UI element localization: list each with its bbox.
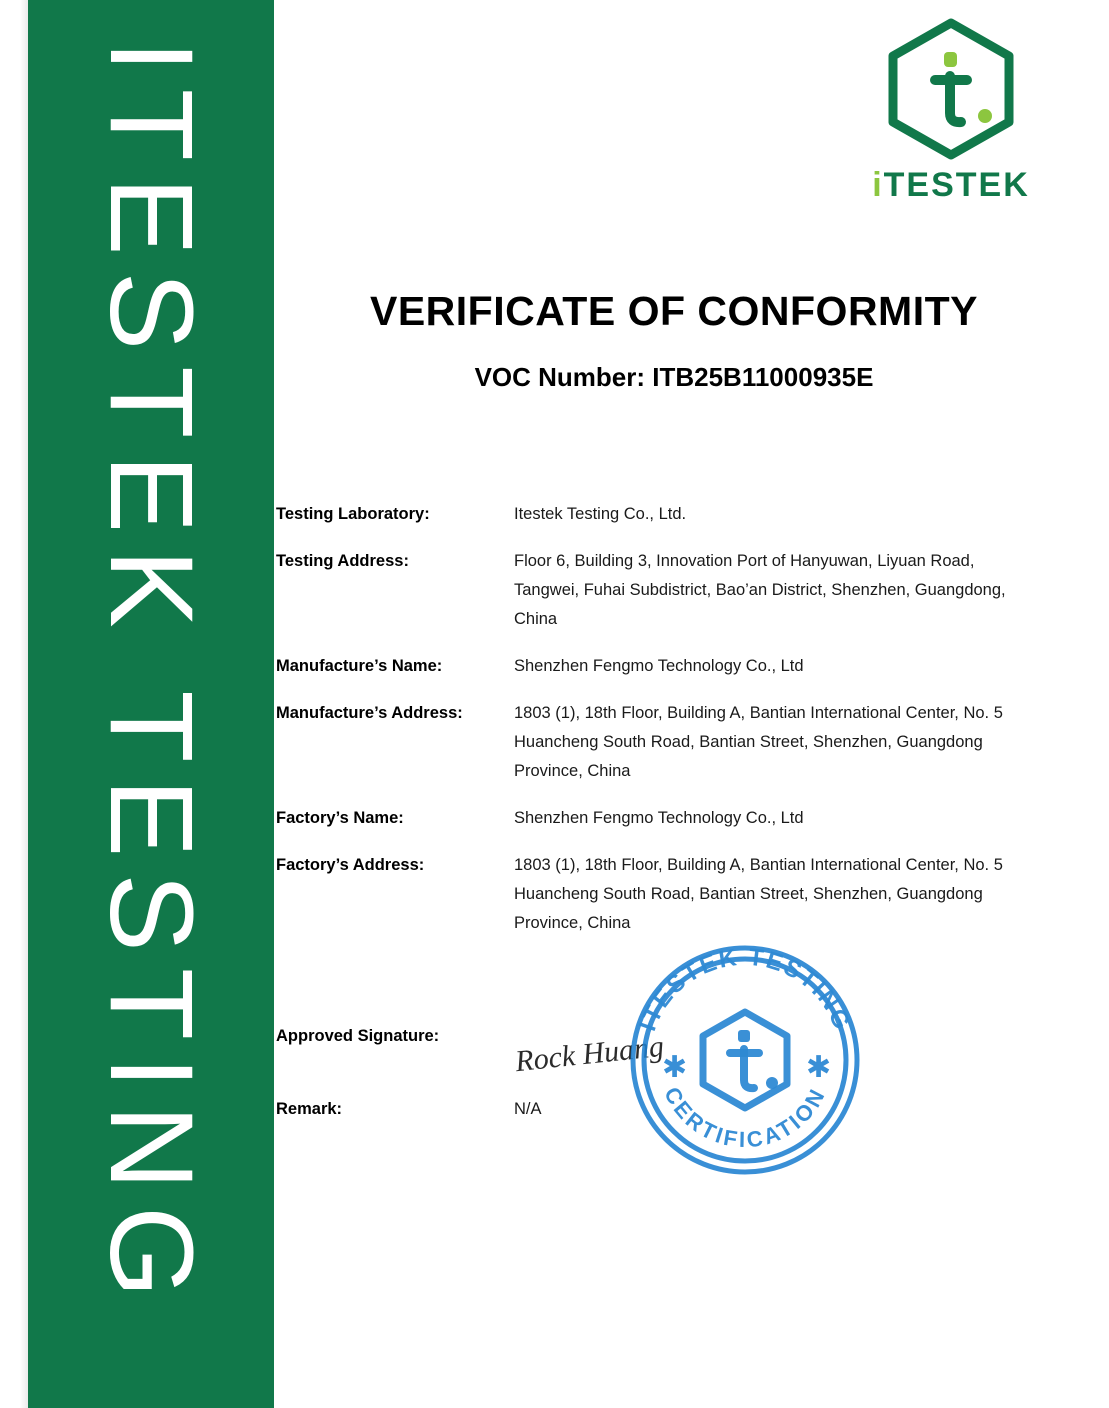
svg-text:ITESTEK TESTING: ITESTEK TESTING bbox=[634, 943, 856, 1035]
itestek-hex-t-logo-icon bbox=[881, 18, 1021, 163]
field-factory-address bbox=[276, 851, 1036, 938]
brand-logo bbox=[861, 18, 1041, 208]
field-value: N/A bbox=[514, 1100, 542, 1118]
side-band-label: ITESTEK TESTING bbox=[85, 40, 217, 1314]
field-manufacture-name bbox=[276, 652, 1036, 681]
logo-wordmark bbox=[861, 166, 1041, 205]
field-value: Floor 6, Building 3, Innovation Port of Hanyuwan, Liyuan Road, Tangwei, Fuhai Subdistrict, Bao’an District, Shenzhen, Guangdong, China bbox=[514, 552, 1006, 628]
svg-text:CERTIFICATION: CERTIFICATION bbox=[659, 1082, 831, 1153]
field-testing-address bbox=[276, 547, 1036, 634]
logo-wordmark-text: TESTEK bbox=[883, 166, 1030, 204]
logo-wordmark-prefix: i bbox=[872, 166, 884, 204]
field-value: Shenzhen Fengmo Technology Co., Ltd bbox=[514, 657, 804, 675]
field-factory-name bbox=[276, 804, 1036, 833]
field-label: Manufacture’s Address: bbox=[276, 704, 463, 722]
side-band bbox=[28, 0, 274, 1408]
field-label: Manufacture’s Name: bbox=[276, 657, 443, 675]
field-label: Testing Address: bbox=[276, 552, 409, 570]
field-value: Shenzhen Fengmo Technology Co., Ltd bbox=[514, 809, 804, 827]
field-label: Factory’s Address: bbox=[276, 856, 425, 874]
voc-number: VOC Number: ITB25B11000935E bbox=[474, 362, 874, 392]
field-manufacture-address bbox=[276, 699, 1036, 786]
field-value: 1803 (1), 18th Floor, Building A, Bantian International Center, No. 5 Huancheng South Road, Bantian Street, Shenzhen, Guangdong Province, China bbox=[514, 856, 1003, 932]
svg-text:✱: ✱ bbox=[662, 1051, 688, 1084]
page-title: VERIFICATE OF CONFORMITY bbox=[369, 288, 978, 334]
field-label: Remark: bbox=[276, 1100, 343, 1118]
field-value: 1803 (1), 18th Floor, Building A, Bantian International Center, No. 5 Huancheng South Road, Bantian Street, Shenzhen, Guangdong Province, China bbox=[514, 704, 1003, 780]
field-testing-laboratory bbox=[276, 500, 1036, 529]
signature-mark: Rock Huang bbox=[513, 1029, 666, 1079]
certification-stamp-icon bbox=[620, 935, 870, 1185]
svg-text:✱: ✱ bbox=[806, 1051, 832, 1084]
field-value: Itestek Testing Co., Ltd. bbox=[514, 505, 687, 523]
field-label: Approved Signature: bbox=[276, 1027, 440, 1045]
field-label: Factory’s Name: bbox=[276, 809, 404, 827]
field-label: Testing Laboratory: bbox=[276, 505, 430, 523]
